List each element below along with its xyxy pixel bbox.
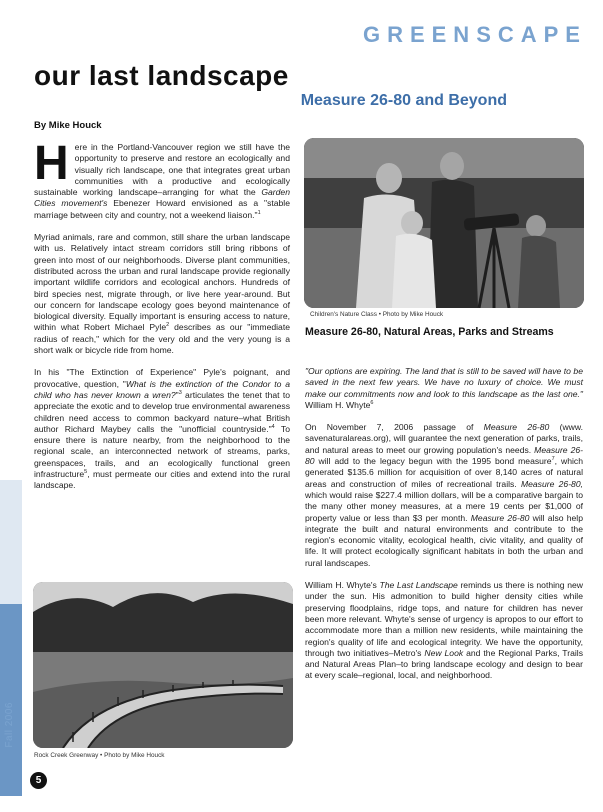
paragraph-measure bbox=[305, 422, 583, 569]
top-margin bbox=[0, 0, 603, 6]
issue-season: Fall 2006 bbox=[4, 702, 15, 748]
side-stripe-light bbox=[0, 480, 22, 604]
footnote-ref: 3 bbox=[178, 390, 182, 397]
quote-attribution: William H. Whyte bbox=[305, 399, 371, 410]
text-run: describes as our "immediate radius of reach," which for the very old and the very young is a short walk or bicycle ride from home. bbox=[34, 322, 290, 356]
text-run: , must permeate our cities and extend into the rural landscape. bbox=[34, 469, 290, 491]
text-run: On November 7, 2006 passage of bbox=[305, 422, 484, 433]
text-run: will add to the legacy begun with the 1995 bond measure bbox=[314, 456, 552, 467]
text-emphasis: New Look bbox=[424, 647, 464, 658]
text-emphasis: What is the extinction of the Condor to a child who has never known a wren? bbox=[34, 378, 290, 400]
footnote-ref: 6 bbox=[370, 400, 374, 407]
text-run: articulates the tenet that to appreciate the exotic and to develop true environmental awareness children need access to common backyard nature–what British author Richard Maybey calls the "unofficial countryside." bbox=[34, 389, 290, 434]
page-number: 5 bbox=[30, 772, 47, 789]
text-emphasis: Measure 26-80 bbox=[305, 444, 583, 467]
text-emphasis: Garden Cities movement's bbox=[34, 187, 290, 209]
text-run: , which generated $135.6 million for acquisition of over 8,140 acres of natural areas and construction of miles of recreational trails. bbox=[305, 456, 583, 489]
text-run: and the Regional Parks, Trails and Natural Areas Plan–to bring landscape ecology and design to bear at every scale–regional, local, and neighborhood. bbox=[305, 647, 583, 681]
text-emphasis: The Last Landscape bbox=[379, 580, 458, 591]
paragraph-whyte bbox=[305, 580, 583, 682]
text-emphasis: Measure 26-80 bbox=[483, 422, 550, 433]
footnote-ref: 1 bbox=[257, 209, 261, 216]
section-subheading: Measure 26-80, Natural Areas, Parks and Streams bbox=[305, 326, 554, 338]
photo-caption: Rock Creek Greenway • Photo by Mike Houck bbox=[34, 752, 165, 759]
footnote-ref: 5 bbox=[84, 469, 88, 476]
text-run: will also help integrate the built and natural environments and contribute to the region's economic vitality, ecological health, civic vitality, and quality of life. It will protect ecologically significant habitats in both the urban and rural landscapes. bbox=[305, 512, 583, 568]
epigraph-quote bbox=[305, 366, 583, 411]
text-run: ere in the Portland-Vancouver region we still have the opportunity to preserve and restore an ecologically and visually rich landscape, one that integrates great urban communities with a productive and ecologically sustainable working landscape–arranging for what the bbox=[34, 142, 290, 198]
footnote-ref: 2 bbox=[166, 322, 170, 329]
photo-illustration bbox=[33, 582, 293, 748]
left-column bbox=[34, 137, 290, 503]
text-run: Myriad animals, rare and common, still share the urban landscape with us. Relatively intact stream corridors still bring ribbons of green into most of our neighborhoods. Diverse plant communities, distributed across the urban and rural landscape provide regionally important wildlife corridors and ecological anchors. Hundreds of bird species nest, migrate through, or live here year-around. But our concern for landscape ecology goes beyond maintenance of biological diversity. Equally important is ensuring access to nature, within what Robert Michael Pyle bbox=[34, 232, 290, 333]
text-run: which would raise $227.4 million dollars, will be a comparative bargain to the many other money measures, at a mere 19 cents per $1,000 of property value or less than $3 per month. bbox=[305, 489, 583, 523]
paragraph-intro bbox=[34, 137, 290, 221]
text-run: In his "The Extinction of Experience" Pyle's poignant, and provocative, question, " bbox=[34, 367, 290, 389]
text-run: " bbox=[175, 389, 179, 400]
drop-cap: H bbox=[34, 137, 69, 190]
photo-childrens-nature-class bbox=[304, 138, 584, 308]
article-subtitle: Measure 26-80 and Beyond bbox=[300, 92, 507, 109]
text-run: To ensure there is nature nearby, from the neighborhood to the regional scale, an interconnected network of streams, parks, greenspaces, trails, and an ecologically functional green infrastructure bbox=[34, 423, 290, 480]
text-emphasis: Measure 26-80, bbox=[520, 478, 583, 489]
photo-rock-creek-greenway bbox=[33, 582, 293, 748]
right-column bbox=[305, 366, 583, 693]
quote-text: "Our options are expiring. The land that is still to be saved will have to be saved in the next few years. We have no luxury of choice. We must make our commitments now and look to this landscape as the last one." bbox=[305, 366, 583, 399]
footnote-ref: 7 bbox=[551, 456, 555, 463]
photo-illustration bbox=[304, 138, 584, 308]
text-run: William H. Whyte's bbox=[305, 580, 380, 591]
footnote-ref: 4 bbox=[271, 423, 275, 430]
text-run: (www. savenaturalareas.org), will guarantee the next generation of parks, trails, and natural areas to meet our growing population's needs. bbox=[305, 422, 584, 455]
paragraph-extinction bbox=[34, 367, 290, 491]
section-title: GREENSCAPE bbox=[362, 22, 587, 47]
text-emphasis: Measure 26-80 bbox=[470, 512, 530, 523]
page-title: our last landscape bbox=[34, 60, 289, 91]
paragraph-wildlife bbox=[34, 232, 290, 356]
byline: By Mike Houck bbox=[34, 120, 102, 131]
text-run: Ebenezer Howard envisioned as a "stable marriage between city and country, not a weekend liaison." bbox=[34, 198, 290, 220]
photo-caption: Children's Nature Class • Photo by Mike Houck bbox=[310, 311, 444, 318]
side-stripe bbox=[0, 604, 22, 796]
text-run: reminds us there is nothing new under the sun. His admonition to build higher density cities while preserving floodplains, ridge tops, and nature for children has never been more relevant. Whyte's sense of urgency is apropos to our effort to accommodate more than a million new residents, while maintaining the region's quality of life and ecological integrity. We have the opportunity, through two initiatives–Metro's bbox=[305, 580, 583, 658]
